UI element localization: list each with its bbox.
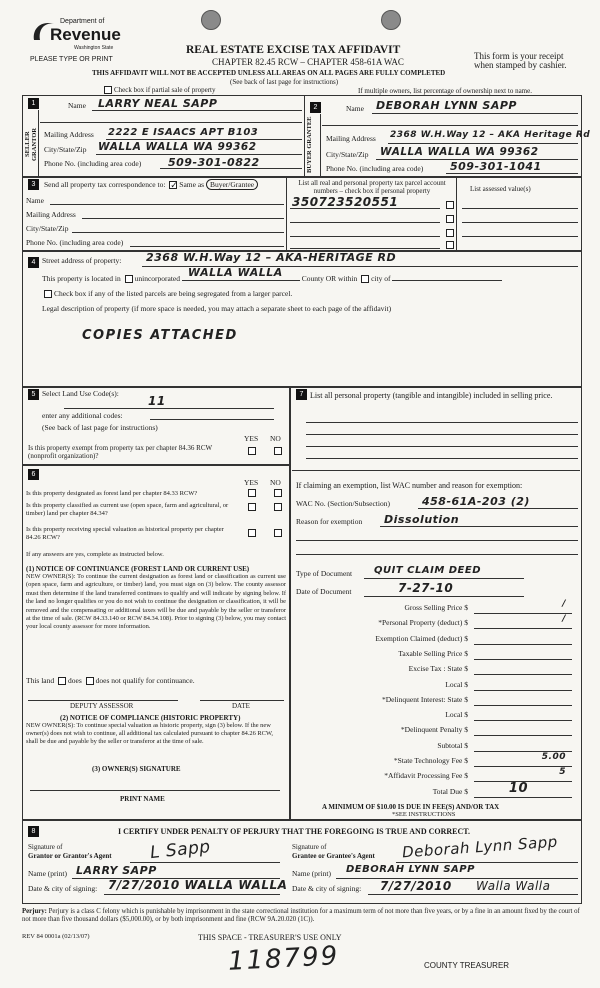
- tax-row: [292, 767, 572, 785]
- county-name-value[interactable]: WALLA WALLA: [187, 266, 283, 279]
- tax-row-label: Subtotal $: [437, 740, 468, 750]
- tax-row: [292, 664, 572, 678]
- punch-hole-right: [381, 10, 401, 30]
- land-use-value[interactable]: 11: [148, 394, 166, 408]
- doc-type-label: Type of Document: [296, 569, 353, 578]
- historic-question: Is this property receiving special valuation as historical property per chapter 84.26 RCW?: [26, 526, 224, 541]
- s6-no: NO: [270, 478, 281, 487]
- buyer-name-label: Name: [346, 104, 364, 113]
- state-line: Washington State: [74, 45, 114, 51]
- located-row: This property is located in unincorporated WALLA WALLA County OR within city of: [42, 272, 502, 283]
- buyer-name-value[interactable]: DEBORAH LYNN SAPP: [376, 99, 517, 112]
- grantor-name-print-label: Name (print): [28, 869, 67, 878]
- minimum-due-note: A MINIMUM OF $10.00 IS DUE IN FEE(S) AND/OR TAX: [322, 803, 500, 811]
- punch-hole-left: [201, 10, 221, 30]
- buyer-phone-label: Phone No. (including area code): [326, 164, 424, 173]
- form-title: REAL ESTATE EXCISE TAX AFFIDAVIT: [186, 44, 401, 56]
- seller-mailing-label: Mailing Address: [44, 130, 94, 139]
- seller-mailing-value[interactable]: 2222 E ISAACS APT B103: [108, 127, 259, 138]
- tax-row-label: *Personal Property (deduct) $: [378, 618, 468, 628]
- tax-row: [292, 725, 572, 739]
- see-back-note: (See back of last page for instructions): [230, 78, 339, 86]
- within-city-checkbox[interactable]: [361, 275, 369, 283]
- seller-name-label: Name: [68, 101, 86, 110]
- tax-row: [292, 741, 572, 755]
- street-value[interactable]: 2368 W.H.Way 12 – AKA-HERITAGE RD: [146, 251, 397, 264]
- parcel-2-checkbox[interactable]: [446, 215, 454, 223]
- buyer-mailing-label: Mailing Address: [326, 134, 376, 143]
- buyer-mailing-value[interactable]: 2368 W.H.Way 12 – AKA Heritage Rd: [390, 130, 591, 140]
- additional-codes-label: enter any additional codes:: [42, 411, 123, 420]
- continuance-choice-row: This land does does not qualify for continuance.: [26, 676, 195, 685]
- section-3-badge: 3: [28, 179, 39, 190]
- partial-sale-row: Check box if partial sale of property: [102, 86, 215, 94]
- seller-name-value[interactable]: LARRY NEAL SAPP: [98, 97, 218, 110]
- partial-sale-checkbox[interactable]: [104, 86, 112, 94]
- legal-desc-value[interactable]: COPIES ATTACHED: [82, 328, 238, 343]
- buyer-city-label: City/State/Zip: [326, 150, 369, 159]
- multiple-owners-note: If multiple owners, list percentage of ownership next to name.: [358, 87, 532, 95]
- doc-date-value[interactable]: 7-27-10: [398, 581, 454, 595]
- receipt-number: 118799: [227, 941, 340, 977]
- send-correspondence-label: Send all property tax correspondence to: ✓ Same as Buyer/Grantee: [44, 180, 258, 189]
- tax-row: [292, 680, 572, 694]
- grantee-name-print-label: Name (print): [292, 869, 331, 878]
- tax-row-value[interactable]: 10: [508, 780, 528, 796]
- seller-grantor-label: SELLER GRANTOR: [24, 127, 38, 161]
- land-use-label: Select Land Use Code(s):: [42, 389, 119, 398]
- revenue-wordmark: Revenue: [50, 25, 121, 44]
- s3-city-label: City/State/Zip: [26, 224, 69, 233]
- continuance-text: NEW OWNER(S): To continue the current designation as forest land or classification as current use (open space, farm and agriculture, or timber) land, you must sign on (3) below. The county assessor must then determine if the land transferred continues to qualify and will indicate by signing below. If the land no longer qualifies or you do not wish to continue the designation or classification, it will be removed and the compensating or additional taxes will be due and payable by the seller or transferor at the time of sale. (RCW 84.33.140 or RCW 84.34.108). Prior to signing (3) below, you may contact your local county assessor for more information.: [26, 573, 286, 631]
- exempt-question: Is this property exempt from property tax per chapter 84.36 RCW (nonprofit organization)?: [28, 444, 212, 460]
- treasurer-space-label: THIS SPACE - TREASURER'S USE ONLY: [198, 933, 342, 942]
- tax-row-label: *Affidavit Processing Fee $: [384, 771, 468, 781]
- wac-value[interactable]: 458-61A-203 (2): [422, 495, 530, 508]
- seller-city-value[interactable]: WALLA WALLA WA 99362: [98, 141, 257, 153]
- grantee-city-value[interactable]: Walla Walla: [476, 879, 551, 893]
- seller-city-label: City/State/Zip: [44, 145, 87, 154]
- tax-row: [292, 599, 572, 617]
- does-not-checkbox[interactable]: [86, 677, 94, 685]
- current-use-yes-checkbox[interactable]: [248, 503, 256, 511]
- wac-label: WAC No. (Section/Subsection): [296, 499, 390, 508]
- print-name-label: PRINT NAME: [120, 795, 165, 803]
- rev-code: REV 84 0001a (02/13/07): [22, 933, 90, 940]
- s3-phone-label: Phone No. (including area code): [26, 238, 124, 247]
- owner-signature-label: (3) OWNER(S) SIGNATURE: [92, 765, 181, 773]
- segregated-row: Check box if any of the listed parcels are being segregated from a larger parcel.: [42, 289, 292, 298]
- certify-statement: I CERTIFY UNDER PENALTY OF PERJURY THAT THE FOREGOING IS TRUE AND CORRECT.: [118, 827, 471, 836]
- doc-type-value[interactable]: QUIT CLAIM DEED: [374, 565, 482, 576]
- tax-row-label: Excise Tax : State $: [408, 664, 468, 674]
- section-7-badge: 7: [296, 389, 307, 400]
- tax-row-value[interactable]: 5: [559, 767, 566, 778]
- section-8-badge: 8: [28, 826, 39, 837]
- grantee-date-value[interactable]: 7/27/2010: [380, 879, 452, 893]
- segregated-checkbox[interactable]: [44, 290, 52, 298]
- tax-row: [292, 649, 572, 663]
- s3-name-label: Name: [26, 196, 44, 205]
- date-label: DATE: [232, 702, 250, 710]
- tax-row: [292, 634, 572, 648]
- does-checkbox[interactable]: [58, 677, 66, 685]
- grantee-signature[interactable]: Deborah Lynn Sapp: [401, 832, 559, 862]
- section-2-badge: 2: [310, 102, 321, 113]
- historic-no-checkbox[interactable]: [274, 529, 282, 537]
- grantor-date-value[interactable]: 7/27/2010 WALLA WALLA: [108, 878, 288, 892]
- unincorporated-checkbox[interactable]: [125, 275, 133, 283]
- continuance-title: (1) NOTICE OF CONTINUANCE (FOREST LAND OR CURRENT USE): [26, 565, 250, 573]
- parcel-1-checkbox[interactable]: [446, 201, 454, 209]
- seller-phone-label: Phone No. (including area code): [44, 159, 142, 168]
- same-as-checkbox[interactable]: [169, 181, 177, 189]
- s5-no: NO: [270, 434, 281, 443]
- tax-row-label: *Delinquent Penalty $: [400, 725, 468, 735]
- seller-phone-value[interactable]: 509-301-0822: [168, 156, 260, 169]
- reason-value[interactable]: Dissolution: [384, 513, 460, 526]
- section-4-badge: 4: [28, 257, 39, 268]
- s5-see-back: (See back of last page for instructions): [42, 423, 158, 432]
- section-6-badge: 6: [28, 469, 39, 480]
- exemption-question: If claiming an exemption, list WAC number and reason for exemption:: [296, 481, 523, 490]
- tax-row-label: Exemption Claimed (deduct) $: [375, 633, 468, 643]
- deputy-assessor-label: DEPUTY ASSESSOR: [70, 702, 134, 710]
- grantee-date-label: Date & city of signing:: [292, 884, 362, 893]
- forest-no-checkbox[interactable]: [274, 489, 282, 497]
- forest-yes-checkbox[interactable]: [248, 489, 256, 497]
- tax-row-label: *State Technology Fee $: [393, 756, 468, 765]
- if-yes-instruction: If any answers are yes, complete as instructed below.: [26, 551, 164, 558]
- legal-desc-label: Legal description of property (if more space is needed, you may attach a separate sheet to each page of the affidavit): [42, 304, 392, 313]
- s3-mailing-label: Mailing Address: [26, 210, 76, 219]
- compliance-text: NEW OWNER(S): To continue special valuation as historic property, sign (3) below. If the new owner(s) does not wish to continue, all additional tax calculated pursuant to chapter 84.26 RCW, shall be due and payable by the seller or transferor at the time of sale.: [26, 722, 273, 746]
- buyer-phone-value[interactable]: 509-301-1041: [450, 160, 542, 173]
- s5-yes: YES: [244, 434, 259, 443]
- grantor-name-value[interactable]: LARRY SAPP: [76, 864, 157, 877]
- tax-row: [292, 614, 572, 632]
- street-label: Street address of property:: [42, 256, 122, 265]
- current-use-question: Is this property classified as current use (open space, farm and agricultural, or timber) land per chapter 84.34?: [26, 502, 229, 517]
- tax-row-value[interactable]: /: [562, 614, 566, 625]
- parcel-header: List all real and personal property tax parcel account numbers – check box if personal property: [298, 179, 446, 195]
- grantee-name-value[interactable]: DEBORAH LYNN SAPP: [346, 864, 475, 875]
- tax-row-value[interactable]: 5.00: [541, 752, 566, 762]
- tax-row: [292, 710, 572, 724]
- compliance-title: (2) NOTICE OF COMPLIANCE (HISTORIC PROPERTY): [60, 714, 241, 722]
- parcel-3-checkbox[interactable]: [446, 229, 454, 237]
- buyer-grantee-label: BUYER GRANTEE: [306, 116, 313, 174]
- form-chapter: CHAPTER 82.45 RCW – CHAPTER 458-61A WAC: [212, 57, 404, 67]
- tax-row-label: Local $: [445, 679, 468, 689]
- tax-row: [292, 695, 572, 709]
- county-treasurer-label: COUNTY TREASURER: [424, 961, 510, 970]
- tax-row: [292, 780, 572, 801]
- dept-line: Department of: [60, 18, 105, 25]
- historic-yes-checkbox[interactable]: [248, 529, 256, 537]
- grantor-date-label: Date & city of signing:: [28, 884, 98, 893]
- tax-row-label: Local $: [445, 710, 468, 720]
- parcel-number-value[interactable]: 350723520551: [292, 195, 399, 209]
- grantor-sig-label: Signature of Grantor or Grantor's Agent: [28, 843, 112, 860]
- tax-row-value[interactable]: /: [562, 599, 566, 609]
- grantee-sig-label: Signature of Grantee or Grantee's Agent: [292, 843, 375, 860]
- tax-row-label: Taxable Selling Price $: [398, 648, 468, 658]
- reason-label: Reason for exemption: [296, 517, 363, 526]
- s6-yes: YES: [244, 478, 259, 487]
- see-instructions-note: *SEE INSTRUCTIONS: [392, 811, 456, 818]
- section-5-badge: 5: [28, 389, 39, 400]
- form-warning: THIS AFFIDAVIT WILL NOT BE ACCEPTED UNLESS ALL AREAS ON ALL PAGES ARE FULLY COMPLETED: [92, 69, 446, 77]
- buyer-grantee-circled: Buyer/Grantee: [206, 179, 258, 190]
- assessed-header: List assessed value(s): [470, 185, 531, 193]
- tax-row: [292, 752, 572, 770]
- buyer-city-value[interactable]: WALLA WALLA WA 99362: [380, 146, 539, 158]
- tax-row-label: Total Due $: [432, 786, 468, 796]
- doc-date-label: Date of Document: [296, 587, 352, 596]
- forest-question: Is this property designated as forest land per chapter 84.33 RCW?: [26, 490, 198, 497]
- current-use-no-checkbox[interactable]: [274, 503, 282, 511]
- perjury-notice: Perjury: Perjury is a class C felony which is punishable by imprisonment in the state correctional institution for a maximum term of not more than five years, or by a fine in an amount fixed by the court of not more than five thousand dollars ($5,000.00), or by both imprisonment and fine (RCW 9A.20.020 (1C)).: [22, 908, 580, 924]
- tax-row-label: Gross Selling Price $: [404, 603, 468, 612]
- exempt-no-checkbox[interactable]: [274, 447, 282, 455]
- receipt-note: This form is your receipt when stamped by cashier.: [474, 51, 567, 70]
- exempt-yes-checkbox[interactable]: [248, 447, 256, 455]
- personal-property-label: List all personal property (tangible and intangible) included in selling price.: [310, 391, 553, 400]
- please-type: PLEASE TYPE OR PRINT: [30, 56, 113, 63]
- section-1-badge: 1: [28, 98, 39, 109]
- tax-row-label: *Delinquent Interest: State $: [381, 694, 468, 704]
- grantor-signature[interactable]: L Sapp: [149, 836, 212, 864]
- revenue-logo: [30, 16, 120, 52]
- parcel-4-checkbox[interactable]: [446, 241, 454, 249]
